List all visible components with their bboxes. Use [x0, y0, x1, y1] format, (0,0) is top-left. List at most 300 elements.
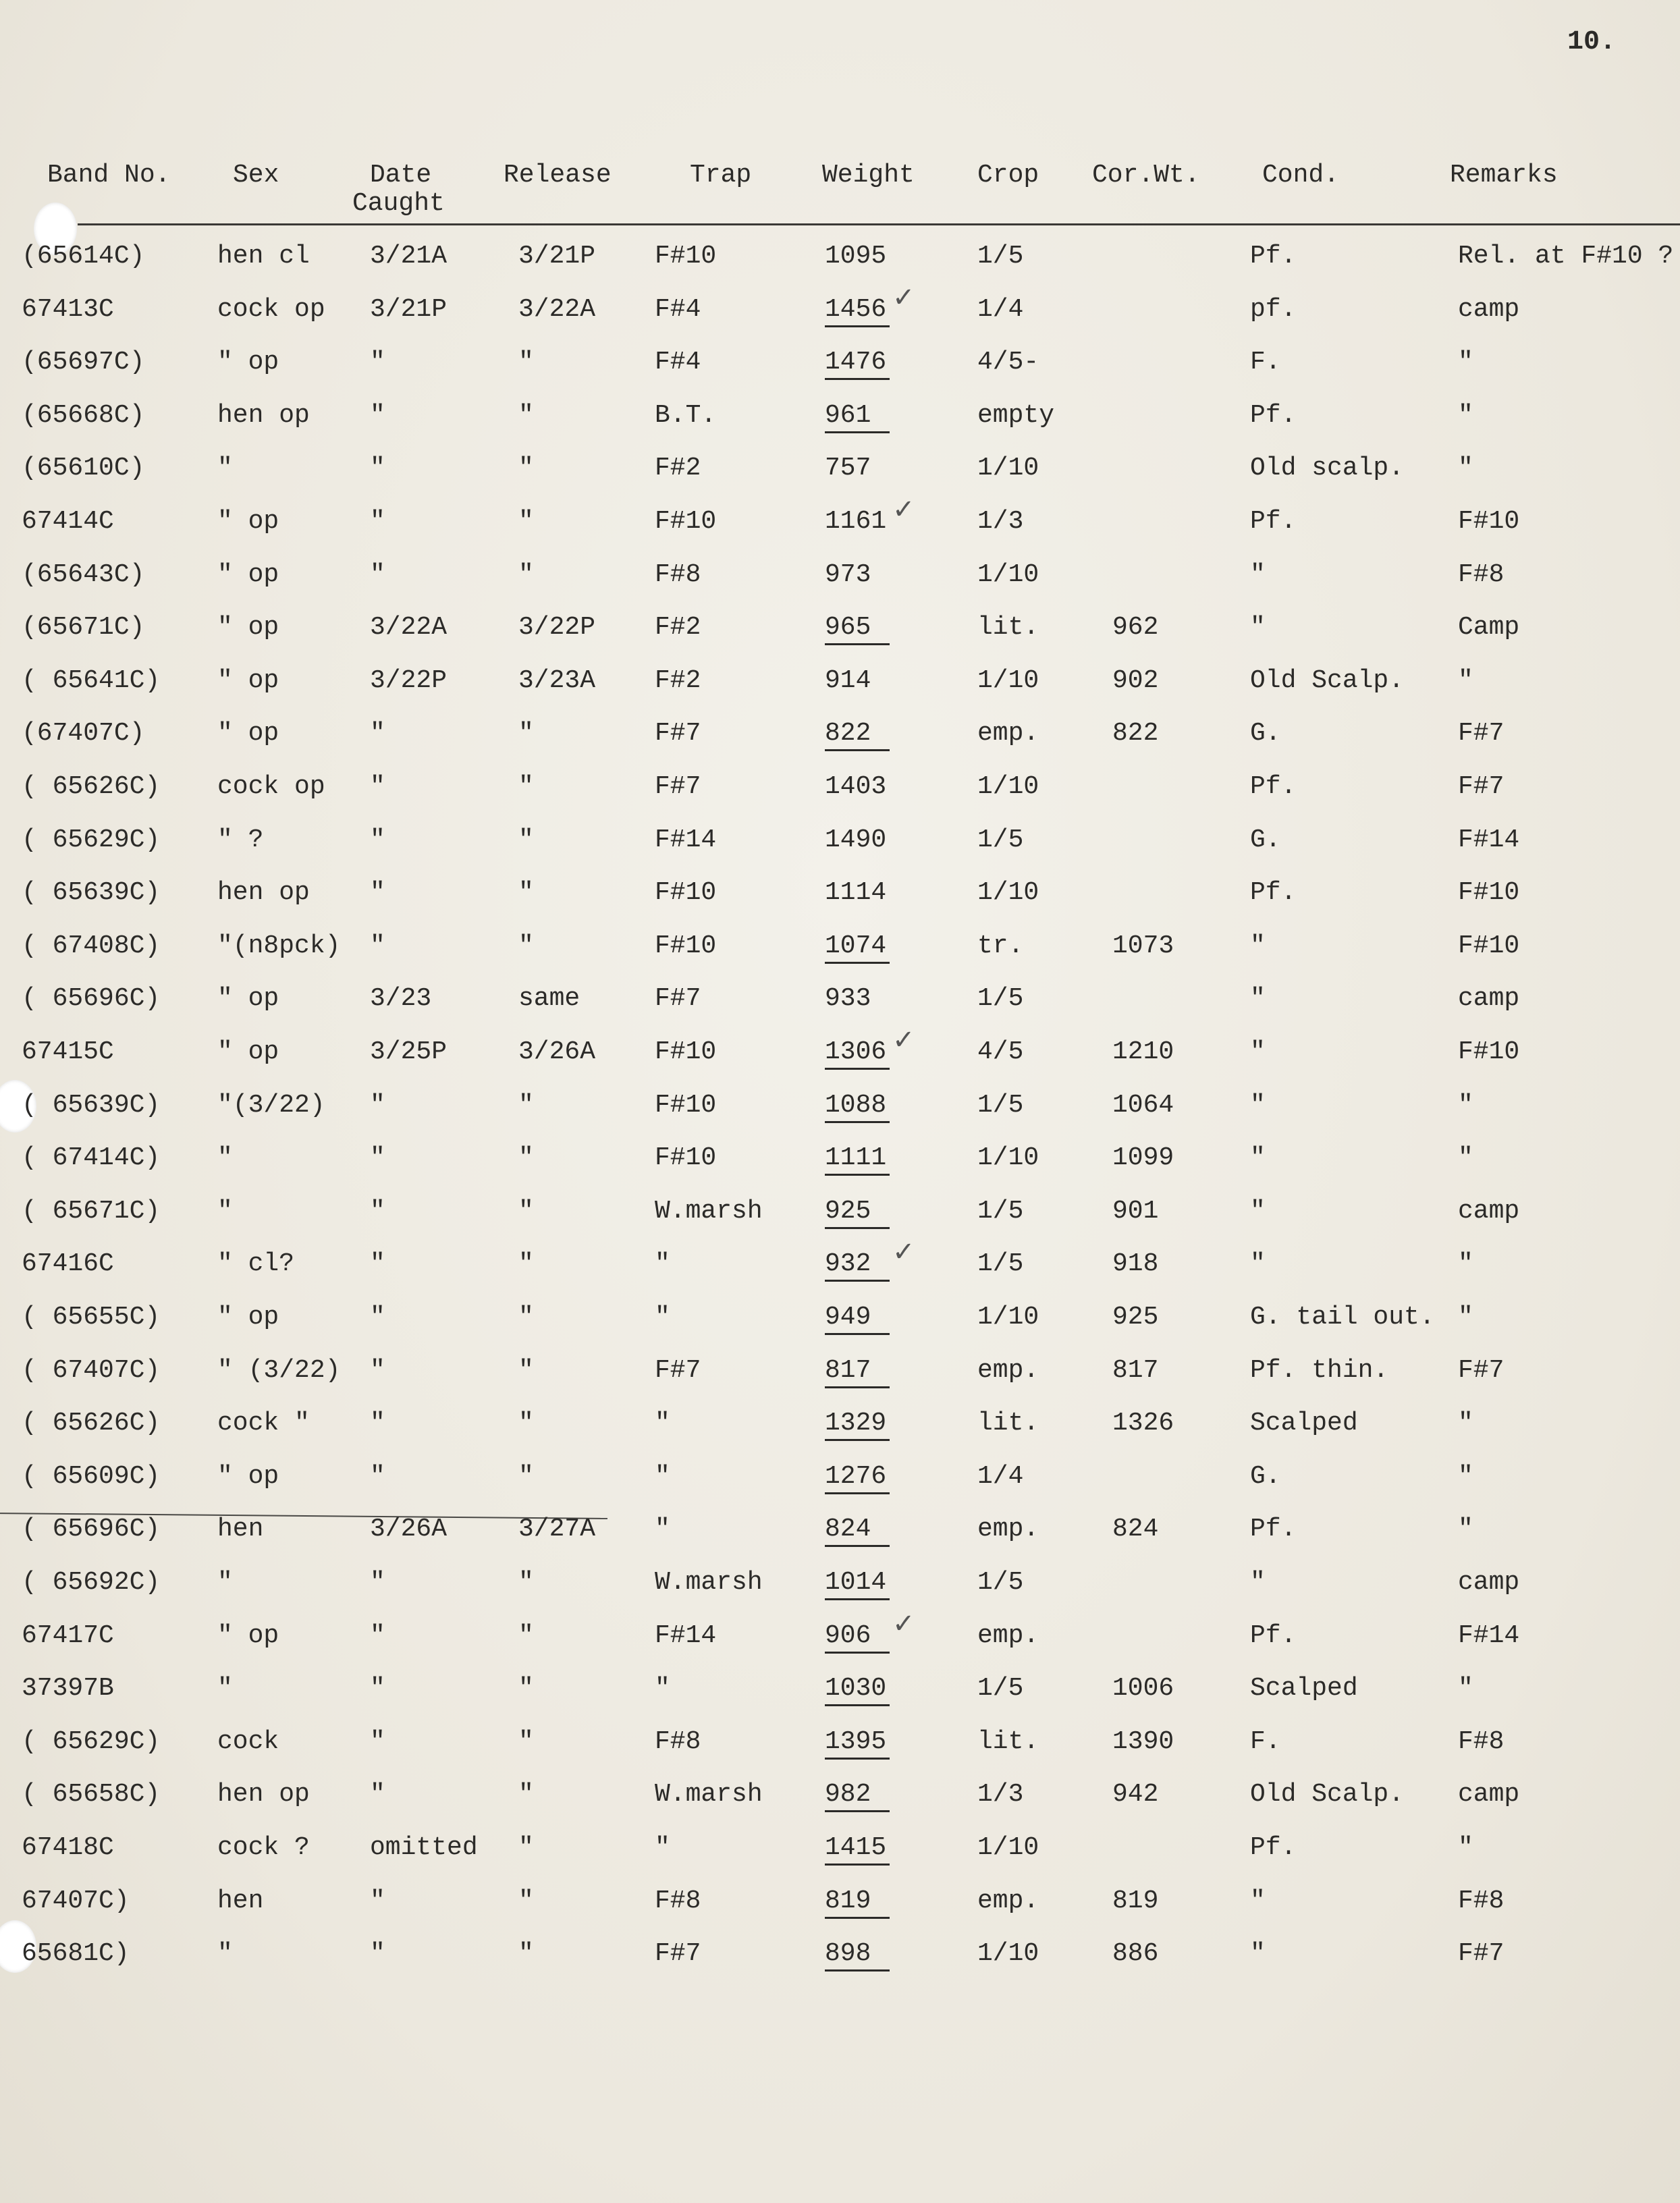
cell-corrected-weight: 1064	[1112, 1090, 1174, 1120]
cell-condition: "	[1250, 560, 1266, 589]
header-corwt: Cor.Wt.	[1092, 161, 1200, 190]
weight-underline	[825, 1704, 890, 1706]
cell-sex: " cl?	[217, 1249, 295, 1279]
cell-weight: 933	[825, 984, 871, 1014]
cell-corrected-weight: 902	[1112, 665, 1159, 695]
cell-date-caught: "	[370, 507, 385, 536]
cell-band-number: ( 67414C)	[22, 1143, 161, 1173]
cell-weight: 1329	[825, 1409, 887, 1438]
cell-remarks: "	[1458, 1249, 1473, 1279]
header-trap: Trap	[690, 161, 752, 190]
table-row	[0, 281, 1680, 333]
cell-weight: 932	[825, 1249, 871, 1279]
cell-trap: "	[655, 1674, 670, 1704]
table-row	[0, 452, 1680, 492]
cell-band-number: 67407C)	[22, 1886, 130, 1915]
cell-condition: "	[1250, 984, 1266, 1014]
cell-weight: 817	[825, 1355, 871, 1385]
cell-date-caught: "	[370, 1355, 385, 1385]
cell-condition: "	[1250, 1037, 1266, 1066]
cell-remarks: F#7	[1458, 1355, 1505, 1385]
weight-underline	[825, 1492, 890, 1494]
cell-band-number: (65614C)	[22, 242, 145, 271]
cell-condition: Pf.	[1250, 878, 1297, 908]
cell-crop: empty	[977, 400, 1055, 430]
cell-remarks: F#7	[1458, 1939, 1505, 1969]
weight-underline	[825, 1969, 890, 1971]
cell-date-caught: "	[370, 825, 385, 854]
cell-sex: "	[217, 1939, 233, 1969]
header-band: Band No.	[47, 161, 171, 190]
cell-band-number: (65643C)	[22, 560, 145, 589]
cell-condition: "	[1250, 1090, 1266, 1120]
cell-date-caught: "	[370, 1568, 385, 1597]
cell-trap: F#7	[655, 772, 701, 801]
cell-sex: " op	[217, 1037, 279, 1066]
cell-condition: Old Scalp.	[1250, 1780, 1405, 1810]
cell-crop: 1/5	[977, 1196, 1024, 1226]
weight-underline	[825, 1810, 890, 1812]
cell-date-caught: "	[370, 1090, 385, 1120]
cell-corrected-weight: 901	[1112, 1196, 1159, 1226]
cell-trap: F#10	[655, 242, 717, 271]
cell-remarks: F#7	[1458, 772, 1505, 801]
cell-release-date: "	[518, 1196, 534, 1226]
cell-weight: 1476	[825, 348, 887, 377]
cell-crop: 1/5	[977, 1568, 1024, 1597]
cell-crop: 1/10	[977, 1303, 1039, 1332]
cell-date-caught: "	[370, 348, 385, 377]
cell-release-date: "	[518, 1621, 534, 1650]
cell-condition: Old Scalp.	[1250, 665, 1405, 695]
table-row	[0, 1236, 1680, 1288]
header-release: Release	[504, 161, 612, 190]
cell-sex: " op	[217, 507, 279, 536]
cell-remarks: "	[1458, 1674, 1473, 1704]
checkmark-icon: ✓	[892, 1236, 915, 1268]
cell-date-caught: "	[370, 878, 385, 908]
cell-release-date: "	[518, 348, 534, 377]
cell-release-date: "	[518, 1303, 534, 1332]
cell-remarks: "	[1458, 1409, 1473, 1438]
cell-weight: 1114	[825, 878, 887, 908]
table-row	[0, 1725, 1680, 1766]
cell-band-number: ( 65629C)	[22, 825, 161, 854]
cell-remarks: Camp	[1458, 613, 1520, 643]
cell-trap: "	[655, 1461, 670, 1491]
cell-remarks: camp	[1458, 1780, 1520, 1810]
table-row	[0, 1025, 1680, 1076]
cell-date-caught: omitted	[370, 1833, 478, 1862]
table-row	[0, 929, 1680, 970]
cell-crop: 1/10	[977, 1143, 1039, 1173]
cell-weight: 1403	[825, 772, 887, 801]
cell-crop: emp.	[977, 719, 1039, 749]
table-row	[0, 1566, 1680, 1606]
cell-band-number: (65610C)	[22, 454, 145, 483]
cell-trap: B.T.	[655, 400, 717, 430]
checkmark-icon: ✓	[892, 494, 915, 525]
cell-remarks: "	[1458, 665, 1473, 695]
cell-sex: "	[217, 1196, 233, 1226]
cell-condition: Scalped	[1250, 1674, 1358, 1704]
table-header	[0, 162, 1680, 223]
cell-release-date: "	[518, 931, 534, 960]
cell-sex: "(3/22)	[217, 1090, 325, 1120]
cell-sex: " op	[217, 665, 279, 695]
cell-sex: " op	[217, 1621, 279, 1650]
cell-date-caught: "	[370, 931, 385, 960]
table-row	[0, 876, 1680, 917]
cell-corrected-weight: 918	[1112, 1249, 1159, 1279]
cell-trap: "	[655, 1303, 670, 1332]
weight-underline	[825, 325, 890, 327]
cell-band-number: ( 65629C)	[22, 1726, 161, 1756]
cell-date-caught: "	[370, 1461, 385, 1491]
table-row	[0, 717, 1680, 757]
cell-remarks: "	[1458, 1833, 1473, 1862]
cell-condition: F.	[1250, 348, 1281, 377]
cell-weight: 1306	[825, 1037, 887, 1066]
cell-crop: emp.	[977, 1886, 1039, 1915]
cell-crop: 1/3	[977, 1780, 1024, 1810]
cell-crop: emp.	[977, 1621, 1039, 1650]
cell-trap: F#8	[655, 1726, 701, 1756]
cell-crop: 1/10	[977, 454, 1039, 483]
cell-sex: hen op	[217, 400, 310, 430]
cell-date-caught: "	[370, 1674, 385, 1704]
cell-trap: F#10	[655, 1037, 717, 1066]
cell-trap: "	[655, 1249, 670, 1279]
cell-condition: "	[1250, 1886, 1266, 1915]
cell-remarks: F#14	[1458, 1621, 1520, 1650]
cell-crop: 1/10	[977, 560, 1039, 589]
table-row	[0, 664, 1680, 705]
cell-crop: 1/4	[977, 294, 1024, 324]
cell-weight: 822	[825, 719, 871, 749]
weight-underline	[825, 1068, 890, 1070]
header-crop: Crop	[977, 161, 1039, 190]
cell-release-date: "	[518, 1409, 534, 1438]
cell-sex: hen op	[217, 878, 310, 908]
cell-weight: 1161	[825, 507, 887, 536]
cell-weight: 824	[825, 1515, 871, 1544]
cell-condition: Pf.	[1250, 507, 1297, 536]
cell-sex: cock ?	[217, 1833, 310, 1862]
table-row	[0, 494, 1680, 545]
cell-date-caught: "	[370, 1409, 385, 1438]
cell-crop: emp.	[977, 1515, 1039, 1544]
table-row	[0, 1937, 1680, 1978]
cell-condition: Pf.	[1250, 1621, 1297, 1650]
cell-sex: "	[217, 1674, 233, 1704]
cell-condition: Pf. thin.	[1250, 1355, 1389, 1385]
cell-band-number: ( 65692C)	[22, 1568, 161, 1597]
cell-date-caught: 3/26A	[370, 1515, 448, 1544]
cell-crop: 1/5	[977, 242, 1024, 271]
weight-underline	[825, 1386, 890, 1388]
cell-release-date: "	[518, 1674, 534, 1704]
cell-weight: 1014	[825, 1568, 887, 1597]
cell-sex: hen	[217, 1515, 264, 1544]
table-row	[0, 1089, 1680, 1129]
cell-condition: G.	[1250, 719, 1281, 749]
cell-weight: 1395	[825, 1726, 887, 1756]
header-rule	[78, 223, 1680, 225]
cell-remarks: camp	[1458, 984, 1520, 1014]
cell-band-number: ( 65639C)	[22, 878, 161, 908]
table-row	[0, 1513, 1680, 1553]
cell-sex: " ?	[217, 825, 264, 854]
cell-release-date: "	[518, 1249, 534, 1279]
table-row	[0, 399, 1680, 439]
cell-corrected-weight: 1326	[1112, 1409, 1174, 1438]
cell-date-caught: "	[370, 1196, 385, 1226]
cell-band-number: 67417C	[22, 1621, 114, 1650]
cell-condition: Pf.	[1250, 772, 1297, 801]
cell-condition: pf.	[1250, 294, 1297, 324]
cell-condition: "	[1250, 613, 1266, 643]
cell-crop: tr.	[977, 931, 1024, 960]
cell-remarks: "	[1458, 1303, 1473, 1332]
cell-trap: "	[655, 1515, 670, 1544]
cell-trap: F#14	[655, 1621, 717, 1650]
cell-trap: F#10	[655, 931, 717, 960]
weight-underline	[825, 1864, 890, 1866]
cell-band-number: (65697C)	[22, 348, 145, 377]
cell-date-caught: 3/23	[370, 984, 432, 1014]
cell-weight: 898	[825, 1939, 871, 1969]
weight-underline	[825, 1758, 890, 1760]
cell-trap: F#10	[655, 1143, 717, 1173]
cell-trap: F#4	[655, 294, 701, 324]
header-cond: Cond.	[1262, 161, 1340, 190]
cell-release-date: same	[518, 984, 580, 1014]
cell-condition: "	[1250, 1196, 1266, 1226]
cell-condition: G. tail out.	[1250, 1303, 1435, 1332]
cell-release-date: "	[518, 1833, 534, 1862]
cell-band-number: ( 65626C)	[22, 772, 161, 801]
table-row	[0, 1354, 1680, 1394]
weight-underline	[825, 643, 890, 645]
cell-remarks: F#10	[1458, 507, 1520, 536]
cell-remarks: F#8	[1458, 1726, 1505, 1756]
cell-remarks: F#14	[1458, 825, 1520, 854]
cell-band-number: 67415C	[22, 1037, 114, 1066]
cell-condition: "	[1250, 931, 1266, 960]
cell-weight: 1415	[825, 1833, 887, 1862]
cell-trap: F#7	[655, 984, 701, 1014]
cell-crop: 1/5	[977, 1249, 1024, 1279]
weight-underline	[825, 1545, 890, 1547]
table-row	[0, 1141, 1680, 1182]
cell-band-number: ( 67408C)	[22, 931, 161, 960]
cell-band-number: ( 65626C)	[22, 1409, 161, 1438]
cell-condition: Scalped	[1250, 1409, 1358, 1438]
cell-corrected-weight: 1073	[1112, 931, 1174, 960]
table-row	[0, 1778, 1680, 1818]
cell-sex: hen op	[217, 1780, 310, 1810]
cell-band-number: (65668C)	[22, 400, 145, 430]
cell-band-number: ( 65655C)	[22, 1303, 161, 1332]
cell-condition: "	[1250, 1568, 1266, 1597]
cell-date-caught: "	[370, 1780, 385, 1810]
cell-weight: 1095	[825, 242, 887, 271]
cell-sex: hen cl	[217, 242, 310, 271]
cell-weight: 1030	[825, 1674, 887, 1704]
cell-trap: F#2	[655, 454, 701, 483]
cell-date-caught: "	[370, 1886, 385, 1915]
checkmark-icon: ✓	[892, 1025, 915, 1056]
cell-crop: 1/5	[977, 825, 1024, 854]
cell-remarks: "	[1458, 1143, 1473, 1173]
cell-weight: 965	[825, 613, 871, 643]
header-weight: Weight	[822, 161, 915, 190]
cell-condition: "	[1250, 1249, 1266, 1279]
cell-release-date: "	[518, 1886, 534, 1915]
cell-band-number: ( 65641C)	[22, 665, 161, 695]
cell-condition: Old scalp.	[1250, 454, 1405, 483]
cell-corrected-weight: 886	[1112, 1939, 1159, 1969]
cell-remarks: camp	[1458, 1568, 1520, 1597]
cell-release-date: 3/22P	[518, 613, 596, 643]
cell-corrected-weight: 824	[1112, 1515, 1159, 1544]
cell-weight: 1074	[825, 931, 887, 960]
cell-remarks: Rel. at F#10 ?	[1458, 242, 1674, 271]
cell-weight: 906	[825, 1621, 871, 1650]
cell-crop: 1/10	[977, 772, 1039, 801]
cell-corrected-weight: 819	[1112, 1886, 1159, 1915]
cell-sex: hen	[217, 1886, 264, 1915]
weight-underline	[825, 431, 890, 433]
cell-condition: "	[1250, 1143, 1266, 1173]
header-date: Date	[370, 161, 432, 190]
weight-underline	[825, 378, 890, 380]
cell-weight: 819	[825, 1886, 871, 1915]
cell-remarks: F#10	[1458, 931, 1520, 960]
cell-sex: " op	[217, 984, 279, 1014]
cell-sex: cock	[217, 1726, 279, 1756]
cell-condition: Pf.	[1250, 1833, 1297, 1862]
cell-band-number: (65671C)	[22, 613, 145, 643]
cell-weight: 982	[825, 1780, 871, 1810]
cell-release-date: "	[518, 1461, 534, 1491]
page-number: 10.	[1567, 27, 1617, 57]
cell-date-caught: "	[370, 1249, 385, 1279]
cell-crop: 1/5	[977, 1090, 1024, 1120]
cell-condition: Pf.	[1250, 1515, 1297, 1544]
cell-trap: F#7	[655, 1939, 701, 1969]
header-date-caught: Caught	[352, 189, 445, 218]
cell-sex: cock op	[217, 294, 325, 324]
cell-release-date: "	[518, 1355, 534, 1385]
cell-condition: Pf.	[1250, 400, 1297, 430]
checkmark-icon: ✓	[892, 281, 915, 313]
cell-trap: F#2	[655, 665, 701, 695]
cell-crop: 4/5-	[977, 348, 1039, 377]
cell-release-date: "	[518, 560, 534, 589]
cell-band-number: 37397B	[22, 1674, 114, 1704]
cell-release-date: "	[518, 1726, 534, 1756]
cell-corrected-weight: 962	[1112, 613, 1159, 643]
cell-trap: W.marsh	[655, 1568, 763, 1597]
cell-release-date: 3/22A	[518, 294, 596, 324]
cell-weight: 973	[825, 560, 871, 589]
cell-trap: F#2	[655, 613, 701, 643]
cell-crop: lit.	[977, 613, 1039, 643]
cell-band-number: ( 65696C)	[22, 984, 161, 1014]
cell-release-date: 3/27A	[518, 1515, 596, 1544]
cell-sex: " op	[217, 1461, 279, 1491]
cell-sex: " op	[217, 1303, 279, 1332]
cell-remarks: "	[1458, 1090, 1473, 1120]
cell-crop: emp.	[977, 1355, 1039, 1385]
cell-date-caught: 3/22P	[370, 665, 448, 695]
weight-underline	[825, 749, 890, 751]
cell-date-caught: "	[370, 454, 385, 483]
cell-sex: " op	[217, 719, 279, 749]
cell-band-number: ( 65671C)	[22, 1196, 161, 1226]
cell-crop: 1/10	[977, 878, 1039, 908]
cell-crop: 1/5	[977, 984, 1024, 1014]
cell-trap: F#8	[655, 560, 701, 589]
cell-date-caught: "	[370, 772, 385, 801]
cell-band-number: ( 67407C)	[22, 1355, 161, 1385]
cell-remarks: "	[1458, 1461, 1473, 1491]
cell-weight: 1276	[825, 1461, 887, 1491]
cell-sex: " (3/22)	[217, 1355, 341, 1385]
cell-release-date: "	[518, 1780, 534, 1810]
cell-remarks: camp	[1458, 1196, 1520, 1226]
cell-date-caught: "	[370, 560, 385, 589]
table-row	[0, 982, 1680, 1023]
cell-weight: 925	[825, 1196, 871, 1226]
cell-remarks: camp	[1458, 294, 1520, 324]
weight-underline	[825, 1439, 890, 1441]
weight-underline	[825, 1121, 890, 1123]
cell-remarks: "	[1458, 1515, 1473, 1544]
cell-release-date: 3/23A	[518, 665, 596, 695]
cell-release-date: "	[518, 825, 534, 854]
cell-release-date: 3/26A	[518, 1037, 596, 1066]
cell-band-number: ( 65658C)	[22, 1780, 161, 1810]
cell-crop: 4/5	[977, 1037, 1024, 1066]
cell-date-caught: "	[370, 1621, 385, 1650]
cell-band-number: 67416C	[22, 1249, 114, 1279]
cell-remarks: "	[1458, 454, 1473, 483]
cell-trap: W.marsh	[655, 1196, 763, 1226]
weight-underline	[825, 1280, 890, 1282]
cell-condition: G.	[1250, 825, 1281, 854]
cell-date-caught: "	[370, 719, 385, 749]
cell-release-date: "	[518, 1143, 534, 1173]
weight-underline	[825, 1652, 890, 1654]
cell-release-date: "	[518, 719, 534, 749]
header-remarks: Remarks	[1450, 161, 1558, 190]
cell-crop: 1/10	[977, 1833, 1039, 1862]
weight-underline	[825, 962, 890, 964]
cell-band-number: 65681C)	[22, 1939, 130, 1969]
table-row	[0, 770, 1680, 811]
cell-release-date: 3/21P	[518, 242, 596, 271]
cell-condition: Pf.	[1250, 242, 1297, 271]
cell-date-caught: "	[370, 400, 385, 430]
cell-date-caught: "	[370, 1143, 385, 1173]
cell-weight: 757	[825, 454, 871, 483]
table-row	[0, 1407, 1680, 1447]
cell-sex: "	[217, 454, 233, 483]
table-row	[0, 1831, 1680, 1872]
